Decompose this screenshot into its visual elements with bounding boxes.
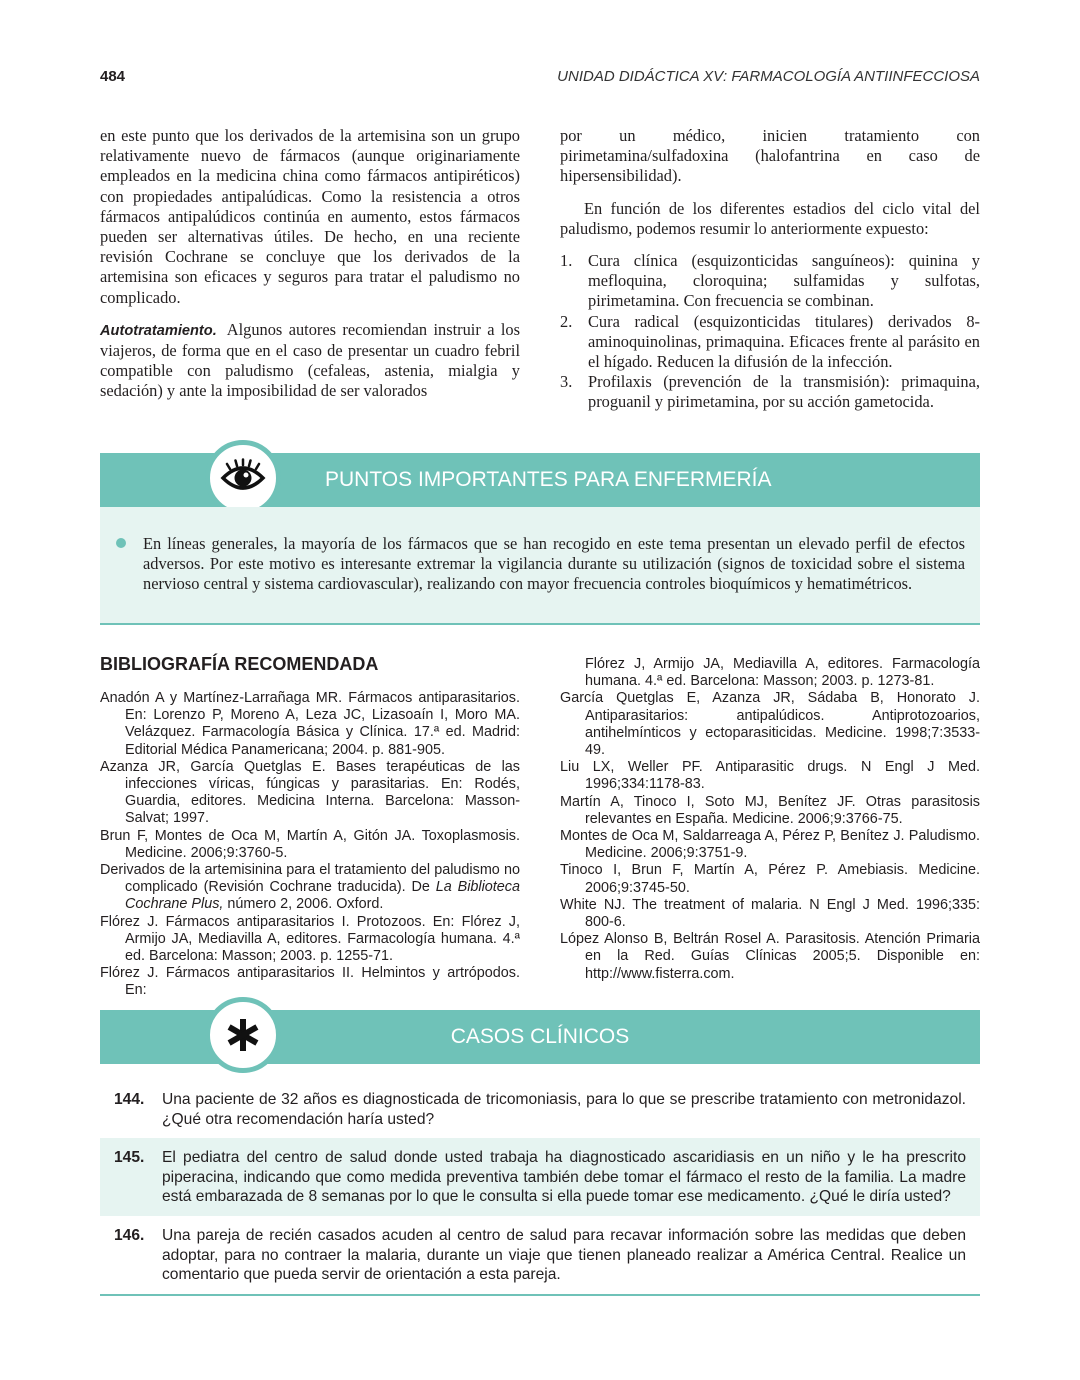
case-number: 146.	[114, 1227, 145, 1244]
case-number: 144.	[114, 1091, 145, 1108]
asterisk-badge	[205, 997, 281, 1073]
bibliography-entry-italic: La Biblioteca Cochrane Plus,	[125, 879, 520, 913]
list-item	[560, 372, 980, 412]
eye-badge	[205, 440, 281, 516]
bibliography-entry: Tinoco I, Brun F, Martín A, Pérez P. Amebiasis. Medicine. 2006;9:3745-50.	[560, 862, 980, 896]
bibliography-column-left	[100, 690, 520, 1000]
list-item	[560, 312, 980, 373]
bibliography-entry: García Quetglas E, Azanza JR, Sádaba B, Honorato J. Antiparasitarios: antipalúdicos. Antiprotozoarios, antihelmínticos y ectoparasiticidas. Medicine. 1998;7:3533-49.	[560, 690, 980, 759]
nursing-banner-title: PUNTOS IMPORTANTES PARA ENFERMERÍA	[325, 468, 772, 491]
body-paragraph: por un médico, inicien tratamiento con pirimetamina/sulfadoxina (halofantrina en caso de hipersensibilidad).	[560, 126, 980, 186]
bibliography-entry-text: número 2, 2006. Oxford.	[223, 896, 384, 913]
list-item-number: 1.	[560, 251, 573, 271]
bibliography-entry-continuation: Flórez J, Armijo JA, Mediavilla A, editores. Farmacología humana. 4.ª ed. Barcelona: Masson; 2003. p. 1273-81.	[585, 656, 980, 690]
bibliography-column-right	[560, 656, 980, 983]
cases-banner-title: CASOS CLÍNICOS	[450, 1025, 630, 1048]
bibliography-entry: Flórez J. Fármacos antiparasitarios I. Protozoos. En: Flórez J, Armijo JA, Mediavilla A, editores. Farmacología humana. 4.ª ed. Barcelona: Masson; 2003. p. 1255-71.	[100, 913, 520, 965]
list-item-number: 2.	[560, 311, 573, 331]
autotratamiento-label: Autotratamiento.	[100, 322, 217, 339]
list-item-text: Cura radical (esquizonticidas titulares) derivados 8-aminoquinolinas, primaquina. Eficaces frente al parásito en el hígado. Reducen la difusión de la infección.	[588, 311, 980, 372]
bibliography-entry	[100, 862, 520, 914]
page-number: 484	[100, 68, 126, 85]
case-item	[100, 1080, 980, 1138]
list-item-text: Cura clínica (esquizonticidas sanguíneos): quinina y mefloquina, cloroquina; sulfamidas y sulfotas, pirimetamina. Con frecuencia se combinan.	[588, 251, 980, 311]
list-item-text: Profilaxis (prevención de la transmisión): primaquina, proguanil y pirimetamina, por su acción gametocida.	[588, 372, 980, 412]
body-column-right	[560, 126, 980, 413]
case-text: Una paciente de 32 años es diagnosticada de tricomoniasis, para lo que se prescribe tratamiento con metronidazol. ¿Qué otra recomendación haría usted?	[162, 1091, 966, 1128]
bibliography-heading: BIBLIOGRAFÍA RECOMENDADA	[100, 654, 379, 674]
cure-list	[560, 251, 980, 413]
body-column-left	[100, 126, 520, 402]
case-item	[100, 1138, 980, 1216]
bibliography-entry: Montes de Oca M, Saldarreaga A, Pérez P, Benítez J. Paludismo. Medicine. 2006;9:3751-9.	[560, 828, 980, 862]
autotratamiento-text: Algunos autores recomiendan instruir a los viajeros, de forma que en el caso de presentar un cuadro febril compatible con paludismo (cefaleas, astenia, mialgia y sedación) y ante la imposibilidad de ser valorados	[100, 319, 520, 401]
body-paragraph: en este punto que los derivados de la artemisina son un grupo relativamente nuevo de fármacos (aunque originariamente empleados en la medicina china como fármacos antipiréticos) con propiedades antipalúdicas. Como la resistencia a otros fármacos antipalúdicos continúa en aumento, estos fármacos pueden ser alternativas útiles. De hecho, en una reciente revisión Cochrane se concluye que los derivados de la artemisina son eficaces y seguros para tratar el paludismo no complicado.	[100, 126, 520, 307]
bibliography-entry: Flórez J. Fármacos antiparasitarios II. Helmintos y artrópodos. En:	[100, 965, 520, 999]
case-item	[100, 1216, 980, 1296]
asterisk-icon	[210, 1002, 276, 1068]
case-number: 145.	[114, 1149, 145, 1166]
nursing-text: En líneas generales, la mayoría de los fármacos que se han recogido en este tema presentan un elevado perfil de efectos adversos. Por este motivo es interesante extremar la vigilancia durante su utilización (signos de toxicidad sobre el sistema nervioso central y sistema cardiovascular), realizando con mayor frecuencia controles bioquímicos y hematimétricos.	[143, 534, 965, 593]
bibliography-entry: Brun F, Montes de Oca M, Martín A, Gitón JA. Toxoplasmosis. Medicine. 2006;9:3760-5.	[100, 827, 520, 861]
bibliography-entry-text: Derivados de la artemisinina para el tratamiento del paludismo no complicado (Revisión Cochrane traducida). De	[100, 862, 520, 896]
autotratamiento-paragraph	[100, 320, 520, 402]
bibliography-entry: Liu LX, Weller PF. Antiparasitic drugs. N Engl J Med. 1996;334:1178-83.	[560, 759, 980, 793]
bullet-icon	[116, 538, 126, 548]
eye-icon	[210, 445, 276, 511]
list-item	[560, 251, 980, 312]
bibliography-entry: Azanza JR, García Quetglas E. Bases terapéuticas de las infecciones víricas, fúngicas y parasitarias. En: Rodés, Guardia, editores. Medicina Interna. Barcelona: Masson-Salvat; 1997.	[100, 758, 520, 827]
list-item-number: 3.	[560, 372, 573, 392]
body-paragraph: En función de los diferentes estadios del ciclo vital del paludismo, podemos resumir lo anteriormente expuesto:	[560, 198, 980, 238]
case-text: Una pareja de recién casados acuden al centro de salud para recavar información sobre las medidas que deben adoptar, para no contraer la malaria, durante un viaje que tienen planeado realizar a América Central. Realice un comentario que pueda servir de orientación a esta pareja.	[162, 1227, 966, 1284]
bibliography-entry: Anadón A y Martínez-Larrañaga MR. Fármacos antiparasitarios. En: Lorenzo P, Moreno A, Leza JC, Lizasoaín I, Moro MA. Velázquez. Farmacología Básica y Clínica. 17.ª ed. Madrid: Editorial Médica Panamericana; 2004. p. 881-905.	[100, 690, 520, 758]
bibliography-entry: Martín A, Tinoco I, Soto MJ, Benítez JF. Otras parasitosis relevantes en España. Medicine. 2006;9:3766-75.	[560, 793, 980, 827]
bibliography-entry: López Alonso B, Beltrán Rosel A. Parasitosis. Atención Primaria en la Red. Guías Clínicas 2005;5. Disponible en: http://www.fisterra.com.	[560, 931, 980, 982]
running-head: UNIDAD DIDÁCTICA XV: FARMACOLOGÍA ANTIINFECCIOSA	[557, 68, 980, 85]
case-text: El pediatra del centro de salud donde usted trabaja ha diagnosticado ascaridiasis en un niño y le ha prescrito piperacina, indicando que como medida preventiva también debe tomar el fármaco el resto de la familia. La madre está embarazada de 8 semanas por lo que le consulta si ella puede tomar ese medicamento. ¿Qué le diría usted?	[162, 1149, 966, 1206]
bibliography-entry: White NJ. The treatment of malaria. N Engl J Med. 1996;335: 800-6.	[560, 896, 980, 931]
